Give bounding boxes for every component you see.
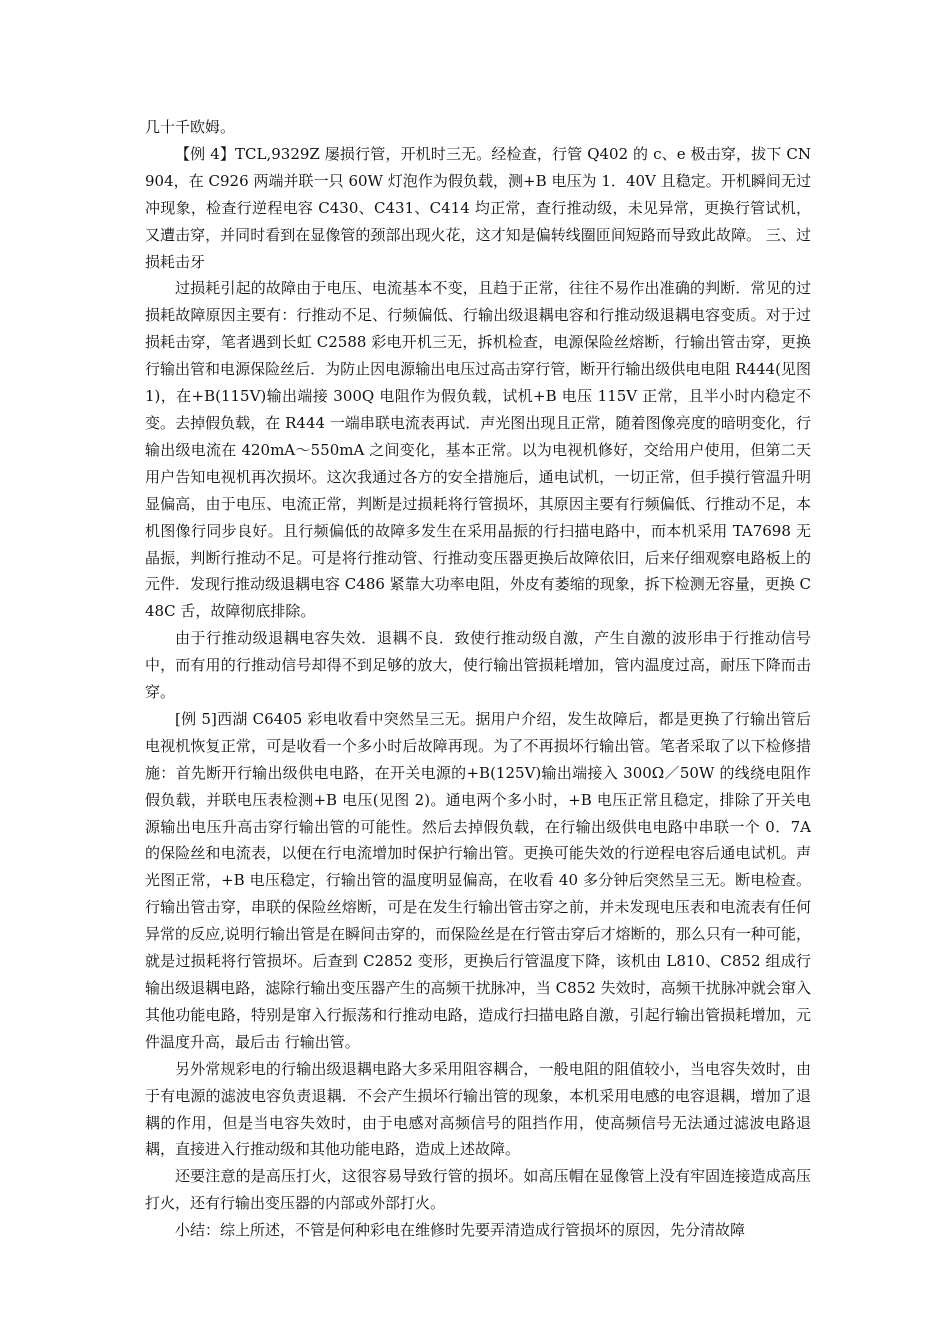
paragraph: 几十千欧姆。 — [145, 118, 236, 136]
paragraph: 由于行推动级退耦电容失效．退耦不良．致使行推动级自激，产生自激的波形串于行推动信号中，而有用的行推动信号却得不到足够的放大，使行输出管损耗增加，管内温度过高，耐压下降而击穿。 — [145, 629, 811, 702]
paragraph: 过损耗引起的故障由于电压、电流基本不变，且趋于正常，往往不易作出准确的判断．常见的过损耗故障原因主要有：行推动不足、行频偏低、行输出级退耦电容和行推动级退耦电容变质。对于过损耗击穿，笔者遇到长虹 C2588 彩电开机三无，拆机检查，电源保险丝熔断，行输出管击穿，更换行输出管和电源保险丝后．为防止因电源输出电压过高击穿行管，断开行输出级供电电阻 R444(见图 1)，在+B(115V)输出端接 300Q 电阻作为假负载，试机+B 电压 115V 正常，且半小时内稳定不变。去掉假负载，在 R444 一端串联电流表再试．声光图出现且正常，随着图像亮度的暗明变化，行输出级电流在 420mA～550mA 之间变化，基本正常。以为电视机修好，交给用户使用，但第二天用户告知电视机再次损坏。这次我通过各方的安全措施后，通电试机，一切正常，但手摸行管温升明显偏高，由于电压、电流正常，判断是过损耗将行管损坏，其原因主要有行频偏低、行推动不足，本机图像行同步良好。且行频偏低的故障多发生在采用晶振的行扫描电路中，而本机采用 TA7698 无晶振，判断行推动不足。可是将行推动管、行推动变压器更换后故障依旧，后来仔细观察电路板上的元件．发现行推动级退耦电容 C486 紧靠大功率电阻，外皮有萎缩的现象，拆下检测无容量，更换 C48C 舌，故障彻底排除。 — [145, 279, 811, 621]
paragraph: [例 5]西湖 C6405 彩电收看中突然呈三无。据用户介绍，发生故障后，都是更换了行输出管后电视机恢复正常，可是收看一个多小时后故障再现。为了不再损坏行输出管。笔者采取了以下检修措施：首先断开行输出级供电电路，在开关电源的+B(125V)输出端接入 300Ω／50W 的线绕电阻作假负载，并联电压表检测+B 电压(见图 2)。通电两个多小时，+B 电压正常且稳定，排除了开关电源输出电压升高击穿行输出管的可能性。然后去掉假负载，在行输出级供电电路中串联一个 0．7A 的保险丝和电流表，以便在行电流增加时保护行输出管。更换可能失效的行逆程电容后通电试机。声光图正常，+B 电压稳定，行输出管的温度明显偏高，在收看 40 多分钟后突然呈三无。断电检查。行输出管击穿，串联的保险丝熔断，可是在发生行输出管击穿之前，并未发现电压表和电流表有任何异常的反应,说明行输出管是在瞬间击穿的，而保险丝是在行管击穿后才熔断的，那么只有一种可能，就是过损耗将行管损坏。后查到 C2852 变形，更换后行管温度下降，该机由 L810、C852 组成行输出级退耦电路，滤除行输出变压器产生的高频干扰脉冲，当 C852 失效时，高频干扰脉冲就会窜入其他功能电路，特别是窜入行振荡和行推动电路，造成行扫描电路自激，引起行输出管损耗增加，元件温度升高，最后击 行输出管。 — [145, 709, 811, 1051]
paragraph: 还要注意的是高压打火，这很容易导致行管的损坏。如高压帽在显像管上没有牢固连接造成高压打火，还有行输出变压器的内部或外部打火。 — [145, 1167, 811, 1213]
paragraph: 小结：综上所述，不管是何种彩电在维修时先要弄清造成行管损坏的原因，先分清故障 — [175, 1221, 746, 1240]
paragraph: 另外常规彩电的行输出级退耦电路大多采用阻容耦合，一般电阻的阻值较小，当电容失效时，由于有电源的滤波电容负责退耦．不会产生损坏行输出管的现象，本机采用电感的电容退耦，增加了退耦的作用，但是当电容失效时，由于电感对高频信号的阻挡作用，使高频信号无法通过滤波电路退耦，直接进入行推动级和其他功能电路，造成上述故障。 — [145, 1059, 811, 1159]
paragraph: 【例 4】TCL,9329Z 屡损行管，开机时三无。经检查，行管 Q402 的 c、e 极击穿，拔下 CN904，在 C926 两端并联一只 60W 灯泡作为假负载，测+B 电压为 1．40V 且稳定。开机瞬间无过冲现象，检查行逆程电容 C430、C431、C414 均正常，查行推动级，未见异常，更换行管试机，又遭击穿，并同时看到在显像管的颈部出现火花，这才知是偏转线圈匝间短路而导致此故障。 三、过损耗击牙 — [145, 144, 811, 271]
document-body — [145, 114, 811, 1244]
